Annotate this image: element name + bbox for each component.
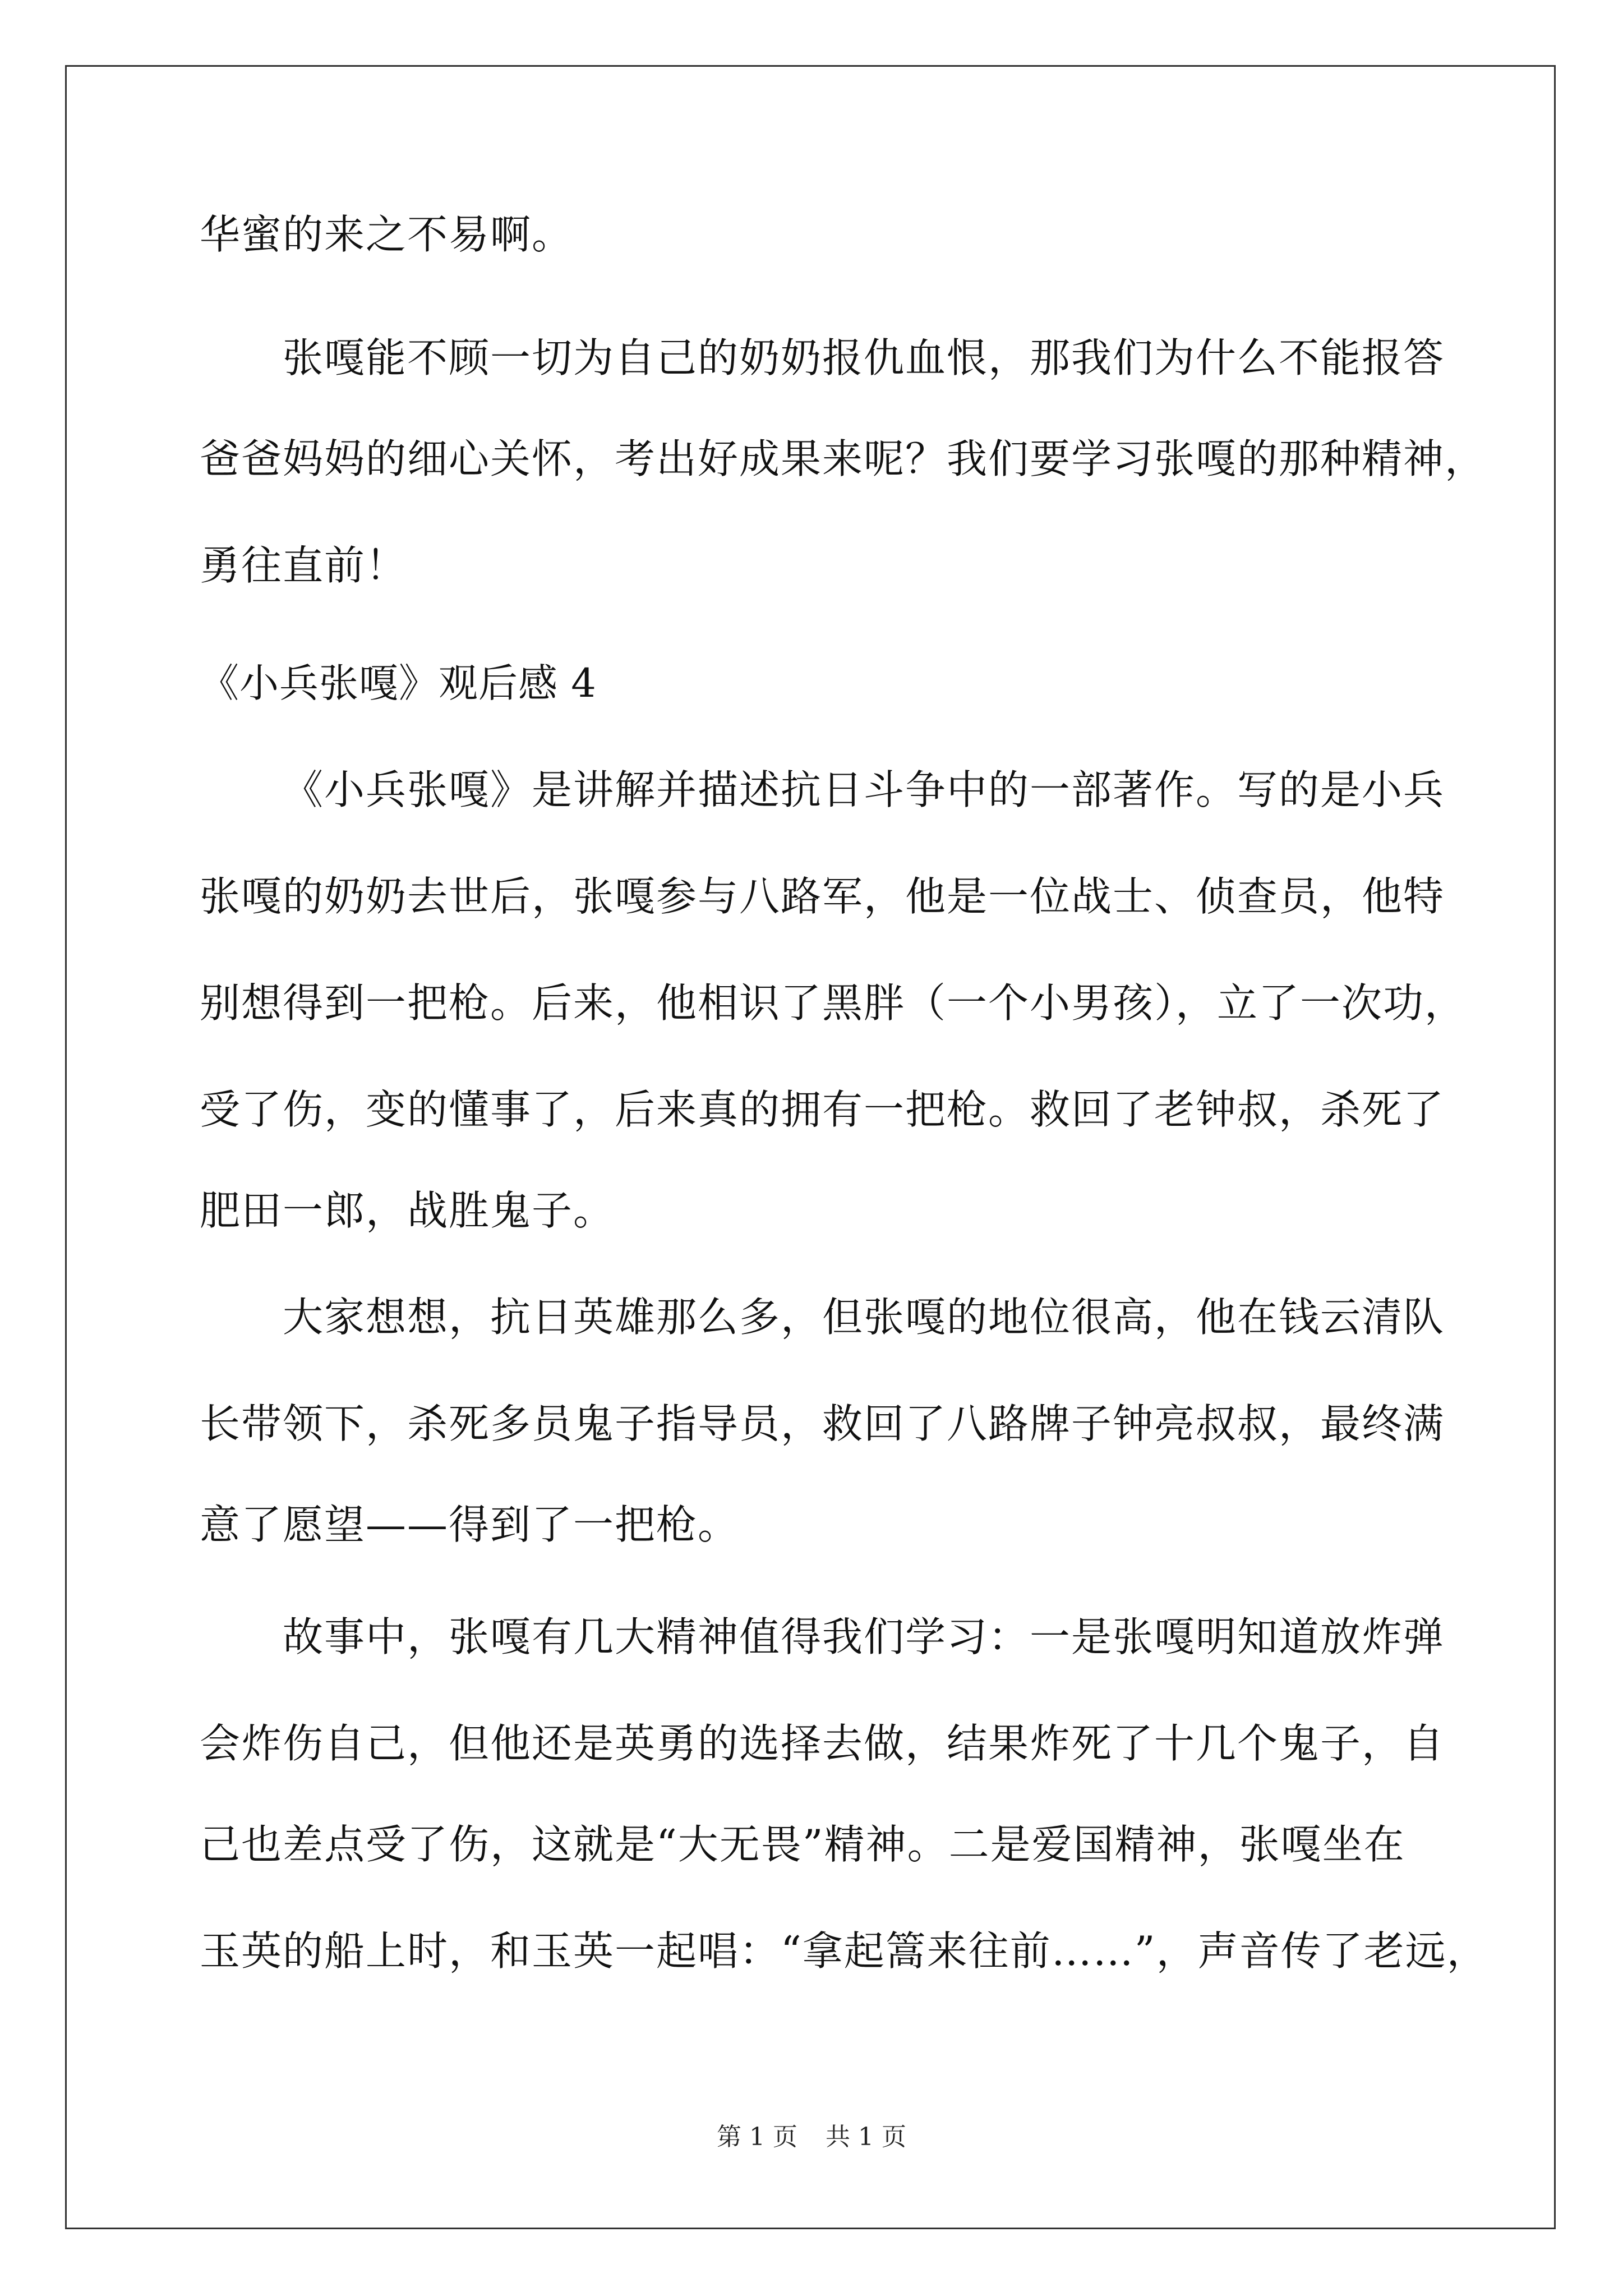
paragraph-line: 爸爸妈妈的细心关怀，考出好成果来呢？我们要学习张嘎的那种精神， — [200, 435, 1487, 482]
section-heading: 《小兵张嘎》观后感 4 — [200, 660, 597, 706]
paragraph-line: 会炸伤自己，但他还是英勇的选择去做，结果炸死了十几个鬼子，自 — [200, 1720, 1445, 1767]
paragraph-line: 勇往直前！ — [200, 542, 408, 589]
paragraph-line: 别想得到一把枪。后来，他相识了黑胖（一个小男孩），立了一次功， — [200, 979, 1467, 1027]
paragraph-line: 张嘎的奶奶去世后，张嘎参与八路军，他是一位战士、侦查员，他特 — [200, 873, 1445, 920]
page-total: 共 1 页 — [826, 2123, 906, 2151]
page-border — [65, 65, 1556, 2229]
paragraph-line: 己也差点受了伤，这就是“大无畏”精神。二是爱国精神，张嘎坐在 — [200, 1821, 1405, 1868]
page-footer — [0, 2120, 1623, 2154]
paragraph-line: 张嘎能不顾一切为自己的奶奶报仇血恨，那我们为什么不能报答 — [283, 334, 1445, 381]
paragraph-line: 意了愿望——得到了一把枪。 — [200, 1501, 740, 1548]
paragraph-line: 故事中，张嘎有几大精神值得我们学习：一是张嘎明知道放炸弹 — [283, 1613, 1445, 1660]
paragraph-line: 《小兵张嘎》是讲解并描述抗日斗争中的一部著作。写的是小兵 — [283, 766, 1445, 813]
paragraph-line: 肥田一郎，战胜鬼子。 — [200, 1187, 615, 1234]
paragraph-line: 受了伤，变的懂事了，后来真的拥有一把枪。救回了老钟叔，杀死了 — [200, 1086, 1445, 1133]
paragraph-line: 玉英的船上时，和玉英一起唱：“拿起篙来往前……”，声音传了老远， — [200, 1927, 1488, 1975]
paragraph-line: 长带领下，杀死多员鬼子指导员，救回了八路牌子钟亮叔叔，最终满 — [200, 1400, 1445, 1447]
page-number: 第 1 页 — [717, 2123, 797, 2151]
paragraph-line: 华蜜的来之不易啊。 — [200, 211, 574, 258]
paragraph-line: 大家想想，抗日英雄那么多，但张嘎的地位很高，他在钱云清队 — [283, 1294, 1445, 1341]
